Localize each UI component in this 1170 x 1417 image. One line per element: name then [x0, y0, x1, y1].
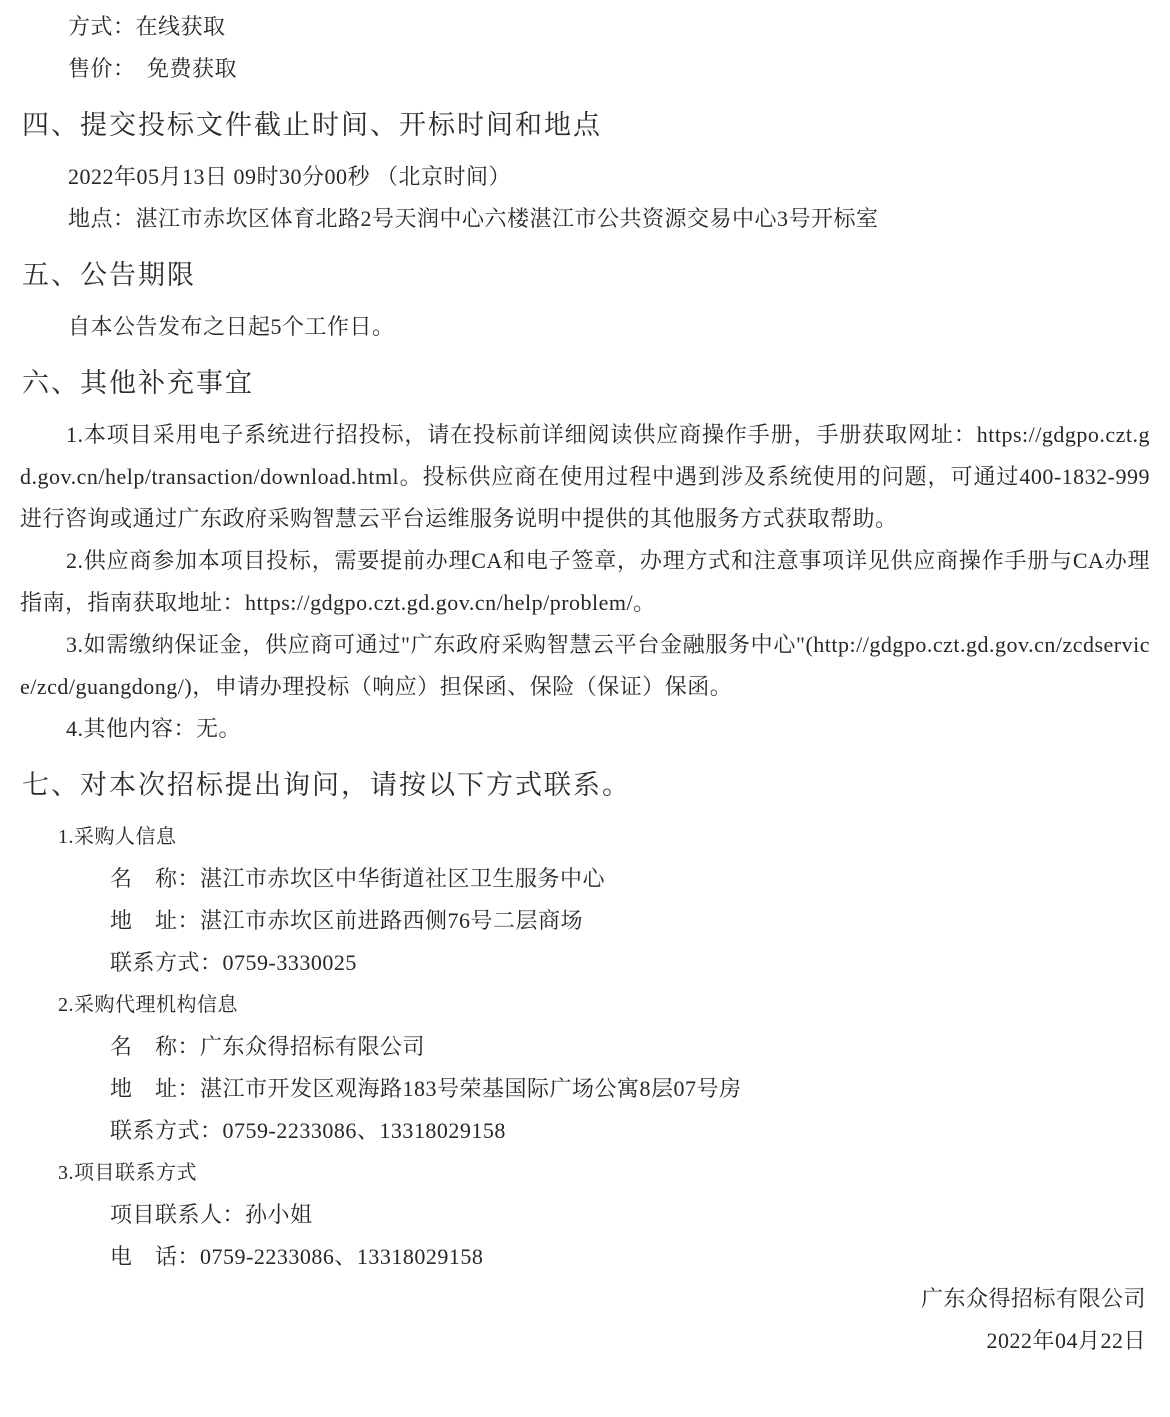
section6-paragraph-4: 4.其他内容：无。 [66, 716, 242, 741]
field-price: 售价： 免费获取 [68, 56, 238, 81]
purchaser-address: 地 址：湛江市赤坎区前进路西侧76号二层商场 [110, 908, 584, 933]
signature-date: 2022年04月22日 [986, 1328, 1146, 1353]
field-obtain-method: 方式：在线获取 [68, 14, 226, 39]
section4-heading: 四、提交投标文件截止时间、开标时间和地点 [22, 110, 602, 140]
project-contact-person: 项目联系人：孙小姐 [110, 1202, 313, 1227]
signature-company: 广东众得招标有限公司 [920, 1286, 1146, 1311]
section6-paragraph-3: 3.如需缴纳保证金，供应商可通过"广东政府采购智慧云平台金融服务中心"(http://gdgpo.czt.gd.gov.cn/zcdservice/zcd/guangdong/)，申请办理投标（响应）担保函、保险（保证）保函。 [20, 632, 1150, 699]
project-contact-phone: 电 话：0759-2233086、13318029158 [110, 1244, 484, 1269]
project-contact-label: 3.项目联系方式 [58, 1162, 197, 1184]
purchaser-name: 名 称：湛江市赤坎区中华街道社区卫生服务中心 [110, 866, 606, 891]
section5-duration: 自本公告发布之日起5个工作日。 [68, 314, 395, 339]
agency-address: 地 址：湛江市开发区观海路183号荣基国际广场公寓8层07号房 [110, 1076, 742, 1101]
section7-heading: 七、对本次招标提出询问，请按以下方式联系。 [22, 770, 631, 800]
section6-paragraph-2: 2.供应商参加本项目投标，需要提前办理CA和电子签章，办理方式和注意事项详见供应商操作手册与CA办理指南，指南获取地址：https://gdgpo.czt.gd.gov.cn/help/problem/。 [20, 548, 1150, 615]
section6-paragraph-1: 1.本项目采用电子系统进行招投标，请在投标前详细阅读供应商操作手册，手册获取网址：https://gdgpo.czt.gd.gov.cn/help/transaction/download.html。投标供应商在使用过程中遇到涉及系统使用的问题，可通过400-1832-999进行咨询或通过广东政府采购智慧云平台运维服务说明中提供的其他服务方式获取帮助。 [20, 422, 1150, 531]
section4-deadline-time: 2022年05月13日 09时30分00秒 （北京时间） [68, 164, 512, 189]
agency-contact: 联系方式：0759-2233086、13318029158 [110, 1118, 506, 1143]
purchaser-contact: 联系方式：0759-3330025 [110, 950, 357, 975]
section5-heading: 五、公告期限 [22, 260, 196, 290]
section6-heading: 六、其他补充事宜 [22, 368, 254, 398]
agency-info-label: 2.采购代理机构信息 [58, 994, 238, 1016]
purchaser-info-label: 1.采购人信息 [58, 826, 177, 848]
agency-name: 名 称：广东众得招标有限公司 [110, 1034, 426, 1059]
section4-open-location: 地点：湛江市赤坎区体育北路2号天润中心六楼湛江市公共资源交易中心3号开标室 [68, 206, 879, 231]
